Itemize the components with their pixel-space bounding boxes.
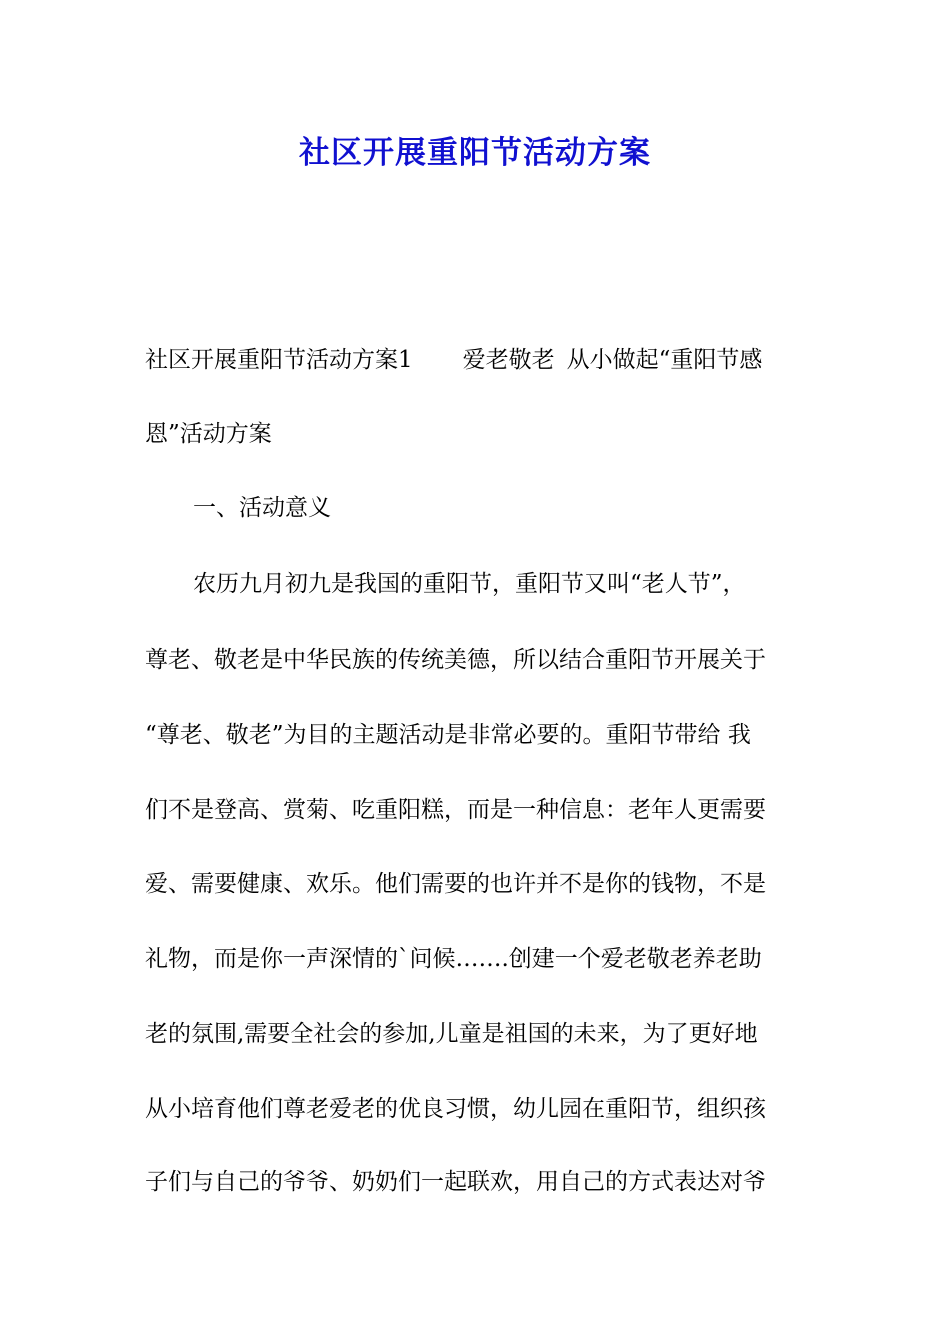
paragraph-line: 尊老、敬老是中华民族的传统美德，所以结合重阳节开展关于 [145,647,766,673]
section-heading-text: 一、活动意义 [193,495,331,521]
heading-line-1 [145,343,810,377]
paragraph-line: 礼物，而是你一声深情的`问候…….创建一个爱老敬老养老助 [145,946,762,972]
heading-part-c: 从小做起“重阳节感 [566,347,763,373]
paragraph-line: 老的氛围,需要全社会的参加,儿童是祖国的未来，为了更好地 [145,1021,758,1047]
paragraph-line: 爱、需要健康、欢乐。他们需要的也许并不是你的钱物，不是 [145,871,766,897]
heading-part-a: 社区开展重阳节活动方案1 [145,347,413,373]
paragraph-line: 从小培育他们尊老爱老的优良习惯，幼儿园在重阳节，组织孩 [145,1096,766,1122]
section-heading [145,491,810,525]
paragraph-line: 们不是登高、赏菊、吃重阳糕，而是一种信息：老年人更需要 [145,797,766,823]
heading-line-2: 恩”活动方案 [145,421,272,447]
paragraph-line: “尊老、敬老”为目的主题活动是非常必要的。重阳节带给 我 [145,722,751,748]
paragraph-line-text: 农历九月初九是我国的重阳节，重阳节又叫“老人节”， [193,571,746,597]
heading-part-b: 爱老敬老 [462,347,555,373]
paragraph-line: 子们与自己的爷爷、奶奶们一起联欢，用自己的方式表达对爷 [145,1169,766,1195]
document-title: 社区开展重阳节活动方案 [299,135,651,171]
paragraph-line [145,567,810,601]
